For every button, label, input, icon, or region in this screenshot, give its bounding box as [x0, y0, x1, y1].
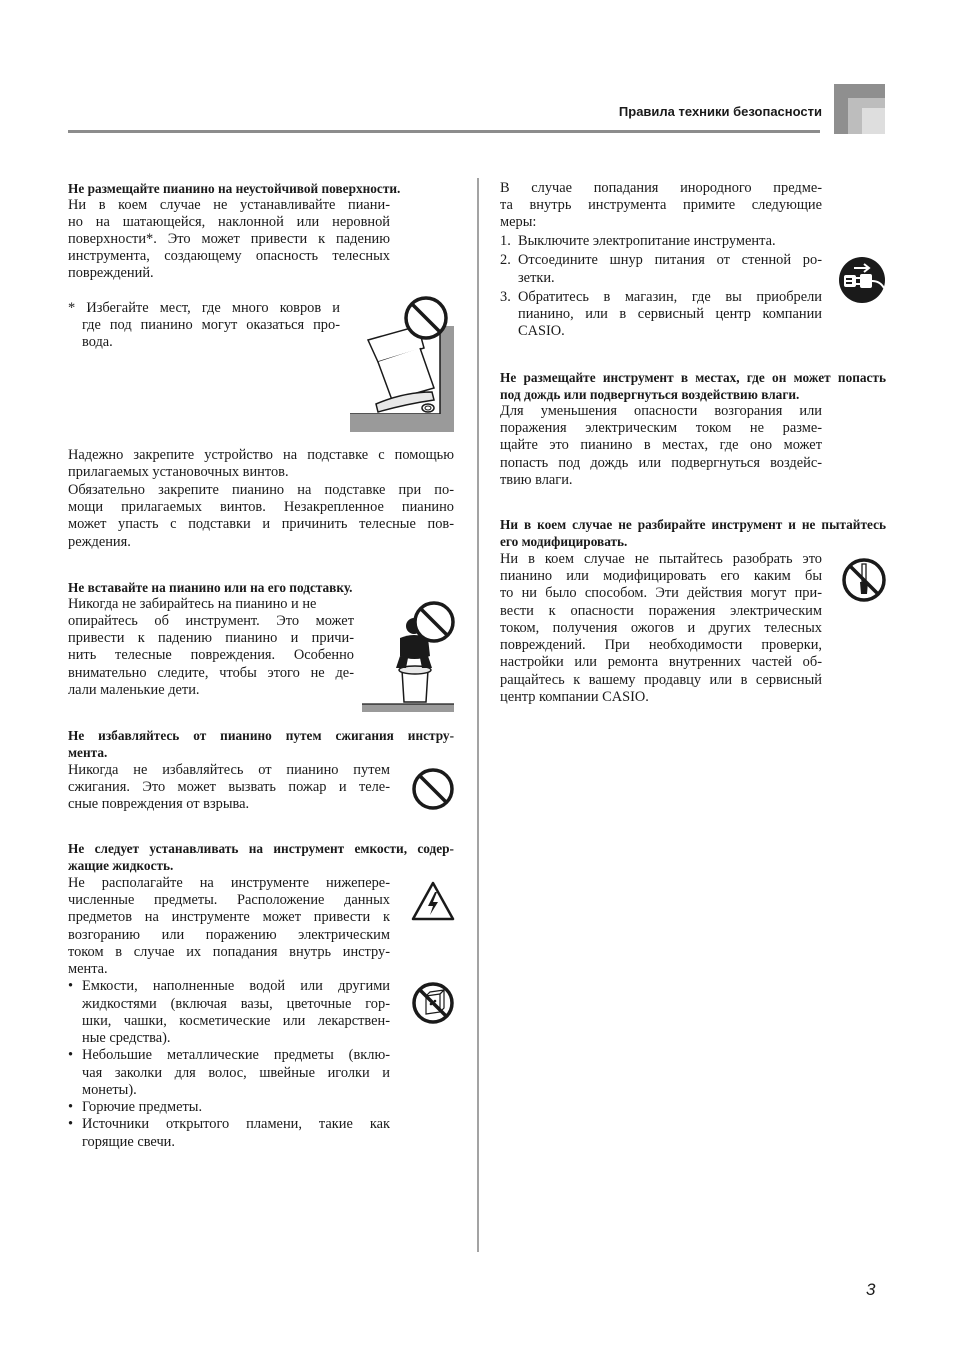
right-text-line: пианино, или в сервисный центр компании [518, 306, 822, 322]
left-text-line: жидкостями (включая вазы, цветочные гор- [82, 996, 390, 1012]
left-text-line: Никогда не избавляйтесь от пианино путем [68, 762, 390, 778]
left-text-line: лали маленькие дети. [68, 682, 200, 698]
right-text-line: меры: [500, 214, 537, 230]
left-text-line: • [68, 1116, 74, 1132]
left-text-line: Не размещайте пианино на неустойчивой поверхности. [68, 181, 401, 196]
right-text-line: Ни в коем случае не разбирайте инструмент и не пытайтесь [500, 517, 886, 532]
no-burning-prohibition-icon [410, 766, 456, 812]
left-text-line: чая заколки для волос, швейные иголки и [82, 1065, 390, 1081]
left-text-line: * Избегайте мест, где много ковров и [68, 300, 340, 316]
left-text-line: горящие свечи. [82, 1134, 175, 1150]
left-text-line: нить телесные повреждения. Особенно [68, 647, 354, 663]
unstable-surface-prohibited-icon [348, 296, 456, 434]
right-text-line: 2. [500, 252, 511, 268]
left-text-line: предметов на инструменте может привести к [68, 909, 390, 925]
left-text-line: может упасть с подставки и причинить телесные пов- [68, 516, 454, 532]
left-text-line: вода. [82, 334, 113, 350]
left-text-line: но на шатающейся, наклонной или неровной [68, 214, 390, 230]
right-text-line: поражения электрическим током не разме- [500, 420, 822, 436]
electric-shock-warning-icon [410, 880, 456, 922]
left-text-line: повреждений. [68, 265, 154, 281]
header-rule [68, 130, 820, 133]
no-disassembly-icon [840, 556, 888, 604]
right-text-line: зетки. [518, 270, 555, 286]
left-text-line: поверхности*. Это может привести к падению [68, 231, 390, 247]
left-text-line: мента. [68, 961, 108, 977]
right-text-line: то ни было способом. Эти действия могут при- [500, 585, 822, 601]
right-text-line: Не размещайте инструмент в местах, где он может попасть [500, 370, 886, 385]
right-text-line: твию влаги. [500, 472, 573, 488]
right-text-line: Ни в коем случае не пытайтесь разобрать это [500, 551, 822, 567]
right-text-line: щайте это пианино в местах, где оно может [500, 437, 822, 453]
left-text-line: внимательно следите, чтобы этого не де- [68, 665, 354, 681]
left-text-line: Не следует устанавливать на инструмент емкости, содер- [68, 841, 454, 856]
left-text-line: Источники открытого пламени, такие как [82, 1116, 390, 1132]
unplug-power-cord-icon [838, 256, 886, 304]
left-text-line: Ни в коем случае не устанавливайте пиани- [68, 197, 390, 213]
right-text-line: CASIO. [518, 323, 565, 339]
left-text-line: инструмента, создающему опасность телесных [68, 248, 390, 264]
right-text-line: повреждений. При необходимости проверки, [500, 637, 822, 653]
left-text-line: ные средства). [82, 1030, 171, 1046]
left-text-line: • [68, 1047, 74, 1063]
right-text-line: настройки или ремонта внутренних частей об- [500, 654, 822, 670]
right-text-line: током, получения ожогов и других телесных [500, 620, 822, 636]
left-text-line: сжигания. Это может вызвать пожар и теле- [68, 779, 390, 795]
corner-tab-highlight [862, 108, 885, 134]
left-text-line: Емкости, наполненные водой или другими [82, 978, 390, 994]
climbing-prohibited-icon [360, 596, 456, 714]
page-number: 3 [866, 1280, 876, 1299]
right-text-line: ращайтесь к вашему продавцу или в сервисный [500, 672, 822, 688]
right-text-line: попасть под дождь или подвергнуться воздейс- [500, 455, 822, 471]
left-text-line: опирайтесь об инструмент. Это может [68, 613, 354, 629]
left-text-line: численные предметы. Расположение данных [68, 892, 390, 908]
column-divider [477, 178, 479, 1252]
left-text-line: Не избавляйтесь от пианино путем сжигания инстру- [68, 728, 454, 743]
left-text-line: сные повреждения от взрыва. [68, 796, 250, 812]
right-text-line: пианино или модифицировать его каким бы [500, 568, 822, 584]
right-text-line: вести к опасности поражения электрическим [500, 603, 822, 619]
left-text-line: где под пианино могут оказаться про- [82, 317, 340, 333]
right-text-line: Выключите электропитание инструмента. [518, 233, 776, 249]
left-text-line: Никогда не забирайтесь на пианино и не [68, 596, 317, 612]
left-text-line: возгоранию или поражению электрическим [68, 927, 390, 943]
left-text-line: привести к падению пианино и причи- [68, 630, 354, 646]
left-text-line: током в случае их попадания внутрь инстру- [68, 944, 390, 960]
right-text-line: под дождь или подвергнуться воздействию влаги. [500, 387, 800, 402]
page-title: Правила техники безопасности [618, 104, 822, 119]
right-text-line: Обратитесь в магазин, где вы приобрели [518, 289, 822, 305]
left-text-line: мощи прилагаемых винтов. Незакрепленное пианино [68, 499, 454, 515]
right-text-line: Отсоедините шнур питания от стенной ро- [518, 252, 822, 268]
left-text-line: • [68, 978, 74, 994]
left-text-line: прилагаемых установочных винтов. [68, 464, 289, 480]
left-text-line: Небольшие металлические предметы (вклю- [82, 1047, 390, 1063]
left-text-line: шки, чашки, косметические или лекарствен- [82, 1013, 390, 1029]
left-text-line: мента. [68, 745, 108, 760]
no-liquid-containers-icon [410, 980, 456, 1026]
right-text-line: его модифицировать. [500, 534, 628, 549]
right-text-line: та внутрь инструмента примите следующие [500, 197, 822, 213]
right-text-line: В случае попадания инородного предме- [500, 180, 822, 196]
right-text-line: 1. [500, 233, 511, 249]
left-text-line: • [68, 1099, 74, 1115]
right-text-line: центр компании CASIO. [500, 689, 649, 705]
right-text-line: 3. [500, 289, 511, 305]
left-text-line: Не располагайте на инструменте нижепере- [68, 875, 390, 891]
right-text-line: Для уменьшения опасности возгорания или [500, 403, 822, 419]
left-text-line: монеты). [82, 1082, 137, 1098]
left-text-line: реждения. [68, 534, 131, 550]
left-text-line: жащие жидкость. [68, 858, 174, 873]
left-text-line: Надежно закрепите устройство на подставке с помощью [68, 447, 454, 463]
left-text-line: Обязательно закрепите пианино на подставке при по- [68, 482, 454, 498]
left-text-line: Горючие предметы. [82, 1099, 203, 1115]
left-text-line: Не вставайте на пианино или на его подставку. [68, 580, 353, 595]
